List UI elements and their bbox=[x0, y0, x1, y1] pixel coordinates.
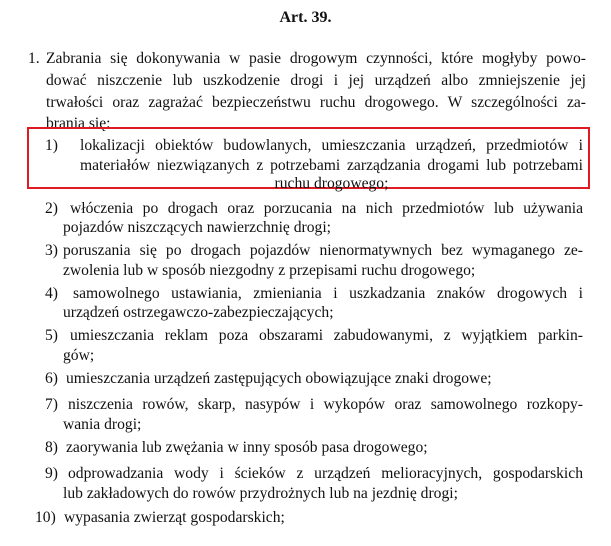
list-item-number: 6) bbox=[45, 370, 58, 387]
list-item-line: gów; bbox=[63, 347, 95, 364]
list-item-number: 3) bbox=[45, 242, 58, 259]
paragraph-line: dować niszczenie lub uszkodzenie drogi i jej urządzeń albo zmniejszenie jej bbox=[46, 72, 586, 89]
article-title: Art. 39. bbox=[279, 9, 332, 26]
list-item-line: umieszczania urządzeń zastępujących obowiązujące znaki drogowe; bbox=[66, 370, 492, 387]
list-item-number: 10) bbox=[35, 509, 56, 526]
list-item-line: samowolnego ustawiania, zmieniania i uszkadzania znaków drogowych i bbox=[73, 285, 583, 302]
list-item-number: 7) bbox=[45, 396, 58, 413]
list-item-line: wania drogi; bbox=[63, 416, 142, 433]
list-item-line: urządzeń ostrzegawczo-zabezpieczających; bbox=[63, 304, 334, 321]
list-item-line: wypasania zwierząt gospodarskich; bbox=[64, 509, 285, 526]
list-item-line: lokalizacji obiektów budowlanych, umieszczania urządzeń, przedmiotów i bbox=[80, 137, 583, 154]
paragraph-line: Zabrania się dokonywania w pasie drogowym czynności, które mogłyby powo- bbox=[46, 50, 586, 67]
list-item-line: lub zakładowych do rowów przydrożnych lub na jezdnię drogi; bbox=[63, 485, 458, 502]
list-item-line: ruchu drogowego; bbox=[274, 175, 389, 192]
list-item-number: 4) bbox=[45, 285, 58, 302]
list-item-line: zaorywania lub zwężania w inny sposób pasa drogowego; bbox=[66, 439, 428, 456]
list-item-line: niszczenia rowów, skarp, nasypów i wykopów oraz samowolnego rozkopy- bbox=[68, 396, 583, 413]
paragraph-line: brania się: bbox=[46, 115, 111, 132]
list-item-number: 2) bbox=[45, 200, 58, 217]
list-item-number: 5) bbox=[45, 327, 58, 344]
list-item-line: odprowadzania wody i ścieków z urządzeń melioracyjnych, gospodarskich bbox=[68, 465, 583, 482]
paragraph-line: trwałości oraz zagrażać bezpieczeństwu ruchu drogowego. W szczególności za- bbox=[46, 94, 586, 111]
list-item-line: włóczenia po drogach oraz porzucania na nich przedmiotów lub używania bbox=[70, 200, 583, 217]
list-item-number: 9) bbox=[45, 465, 58, 482]
paragraph-number: 1. bbox=[28, 50, 40, 67]
list-item-line: poruszania się po drogach pojazdów nienormatywnych bez wymaganego ze- bbox=[63, 242, 583, 259]
list-item-line: pojazdów niszczących nawierzchnię drogi; bbox=[63, 219, 332, 236]
list-item-number: 8) bbox=[45, 439, 58, 456]
list-item-number: 1) bbox=[45, 137, 58, 154]
list-item-line: materiałów niezwiązanych z potrzebami zarządzania drogami lub potrzebami bbox=[80, 157, 583, 174]
list-item-line: umieszczania reklam poza obszarami zabudowanymi, z wyjątkiem parkin- bbox=[70, 327, 583, 344]
list-item-line: zwolenia lub w sposób niezgodny z przepisami ruchu drogowego; bbox=[63, 262, 476, 279]
